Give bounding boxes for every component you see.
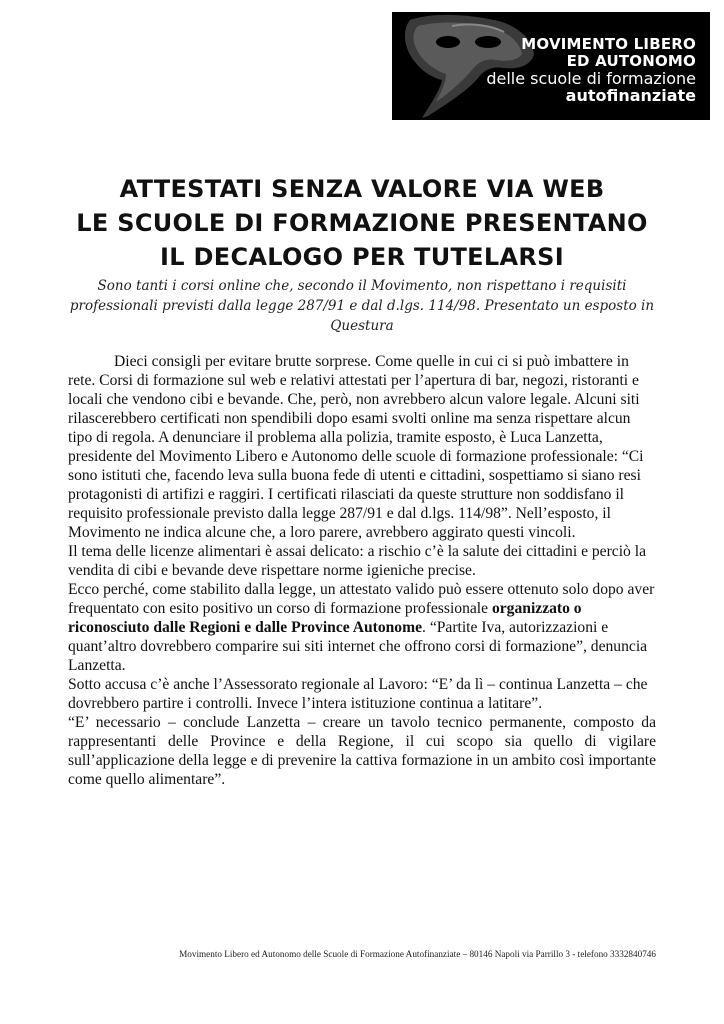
paragraph-3-bold: organizzato o riconosciuto dalle Regioni e dalle Province Autonome xyxy=(68,600,582,636)
paragraph-2: Il tema delle licenze alimentari è assai delicato: a rischio c’è la salute dei cittadini e perciò la vendita di cibi e bevande deve rispettare norme igieniche precise. xyxy=(68,543,646,579)
article-title xyxy=(30,172,694,274)
article-body xyxy=(68,352,656,789)
paragraph-4: Sotto accusa c’è anche l’Assessorato regionale al Lavoro: “E’ da lì – continua Lanzetta – che dovrebbero partire i controlli. Invece l’intera istituzione continua a latitare”. xyxy=(68,676,648,712)
footer-text: Movimento Libero ed Autonomo delle Scuole di Formazione Autofinanziate – 80146 Napoli via Parrillo 3 - telefono 3332840746 xyxy=(179,949,656,959)
title-line-1: ATTESTATI SENZA VALORE VIA WEB xyxy=(119,175,605,203)
paragraph-3-end: . “Partite Iva, autorizzazioni e quant’altro dovrebbero comparire sui siti internet che offrono corsi di formazione”, denuncia Lanzetta. xyxy=(68,619,648,674)
title-line-3: IL DECALOGO PER TUTELARSI xyxy=(160,243,564,271)
logo-line-3: delle scuole di formazione xyxy=(486,69,696,88)
paragraph-3 xyxy=(68,580,656,675)
logo-line-4: autofinanziate xyxy=(565,86,696,105)
logo-banner xyxy=(392,12,710,120)
paragraph-1: Dieci consigli per evitare brutte sorprese. Come quelle in cui ci si può imbattere in rete. Corsi di formazione sul web e relativi attestati per l’apertura di bar, negozi, ristoranti e locali che vendono cibi e bevande. Che, però, non avrebbero alcun valore legale. Alcuni siti rilascerebbero certificati non spendibili dopo esami svolti online ma senza rispettare alcun tipo di regola. A denunciare il problema alla polizia, tramite esposto, è Luca Lanzetta, presidente del Movimento Libero e Autonomo delle scuole di formazione professionale: “Ci sono istituti che, facendo leva sulla buona fede di utenti e cittadini, sospettiamo si siano resi protagonisti di artifizi e raggiri. I certificati rilasciati da queste strutture non soddisfano il requisito professionale previsto dalla legge 287/91 e dal d.lgs. 114/98”. Nell’esposto, il Movimento ne indica alcune che, a loro parere, avrebbero aggirato questi vincoli. xyxy=(68,353,644,541)
article-subtitle: Sono tanti i corsi online che, secondo il Movimento, non rispettano i requisiti professionali previsti dalla legge 287/91 e dal d.lgs. 114/98. Presentato un esposto in Questura xyxy=(69,278,655,334)
logo-line-2: ED AUTONOMO xyxy=(566,52,696,70)
paragraph-5: “E’ necessario – conclude Lanzetta – creare un tavolo tecnico permanente, composto da rappresentanti delle Province e della Regione, il cui scopo sia quello di vigilare sull’applicazione della legge e di prevenire la cattiva formazione in un ambito così importante come quello alimentare”. xyxy=(68,714,656,788)
paragraph-3-text: Ecco perché, come stabilito dalla legge, un attestato valido può essere ottenuto solo dopo aver frequentato con esito positivo un corso di formazione professionale xyxy=(68,581,655,617)
title-line-2: LE SCUOLE DI FORMAZIONE PRESENTANO xyxy=(76,209,648,237)
logo-line-1: MOVIMENTO LIBERO xyxy=(521,35,696,53)
logo-text xyxy=(486,36,696,104)
